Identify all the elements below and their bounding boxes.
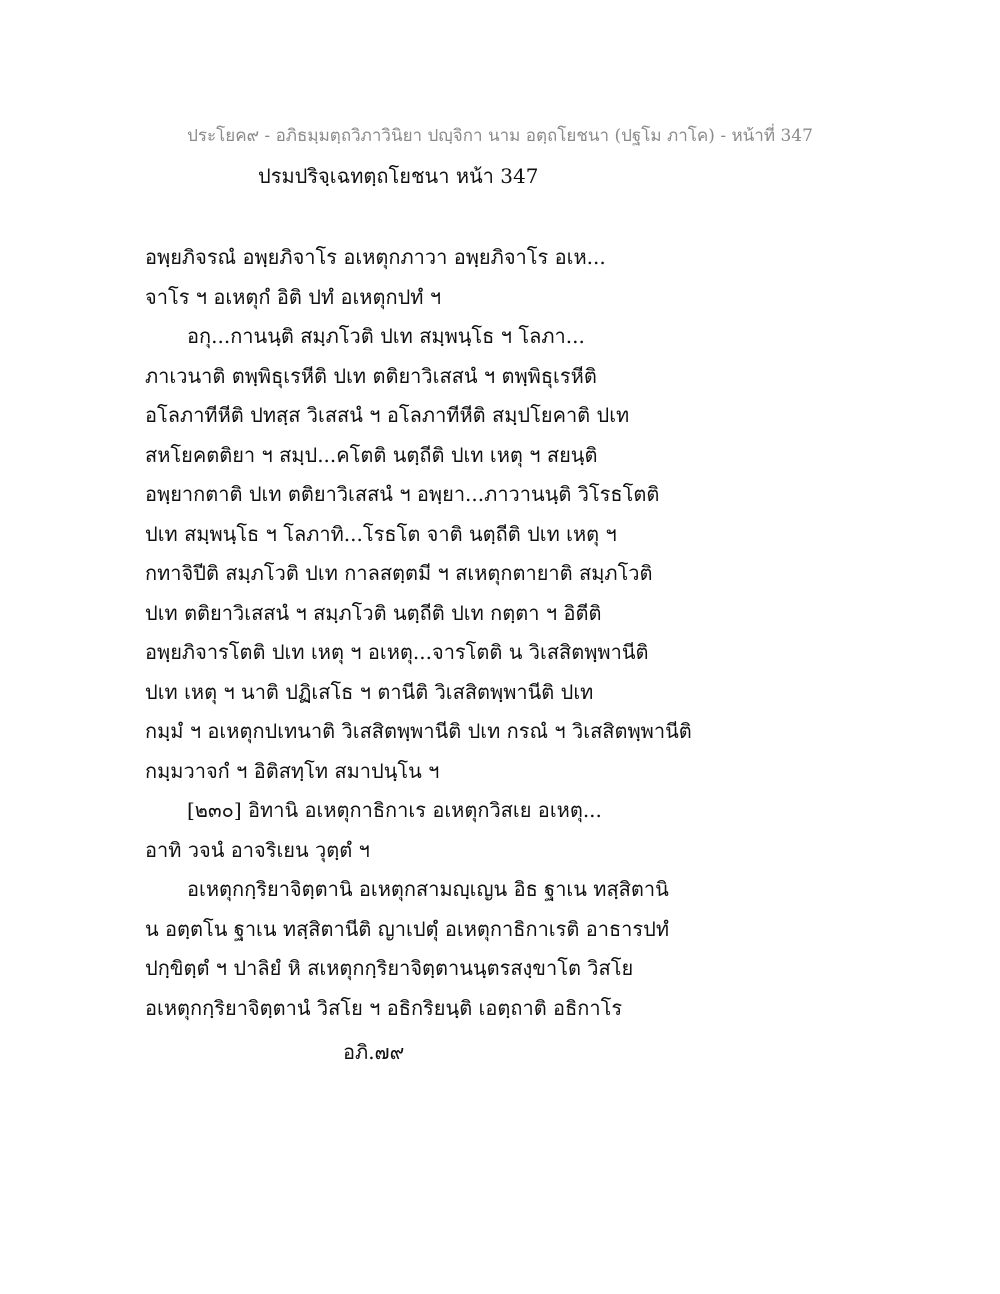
- text-line: กทาจิปีติ สมฺภโวติ ปเท กาลสตฺตมี ฯ สเหตุกตายาติ สมฺภโวติ: [145, 561, 653, 585]
- text-line: ปเท สมฺพนฺโธ ฯ โลภาทิ...โรธโต จาติ นตฺถีติ ปเท เหตุ ฯ: [145, 521, 617, 546]
- text-line: ปกฺขิตฺตํ ฯ ปาลิยํ หิ สเหตุกกฺริยาจิตฺตานนฺตรสงฺขาโต วิสโย: [145, 956, 634, 980]
- text-line: อพฺยากตาติ ปเท ตติยาวิเสสนํ ฯ อพฺยา...ภาวานนฺติ วิโรธโตติ: [145, 482, 660, 506]
- text-line: กมฺมํ ฯ อเหตุกปเทนาติ วิเสสิตพฺพานีติ ปเท กรณํ ฯ วิเสสิตพฺพานีติ: [145, 719, 692, 743]
- text-line: อเหตุกกฺริยาจิตฺตานํ วิสโย ฯ อธิกริยนฺติ เอตฺถาติ อธิกาโร: [145, 995, 623, 1020]
- text-line: อาทิ วจนํ อาจริเยน วุตฺตํ ฯ: [145, 837, 370, 862]
- text-line: ภาเวนาติ ตพฺพิธุเรหีติ ปเท ตติยาวิเสสนํ ฯ ตพฺพิธุเรหีติ: [145, 363, 597, 388]
- text-line: ปเท เหตุ ฯ นาติ ปฏิเสโธ ฯ ตานีติ วิเสสิตพฺพานีติ ปเท: [145, 679, 594, 704]
- page-title: ปรมปริจฺเฉทตฺถโยชนา หน้า 347: [258, 164, 539, 188]
- paragraph-start-line: อกุ...กานนฺติ สมฺภโวติ ปเท สมฺพนฺโธ ฯ โลภา...: [187, 324, 585, 348]
- text-line: ปเท ตติยาวิเสสนํ ฯ สมฺภโวติ นตฺถีติ ปเท กตฺตา ฯ อิตีติ: [145, 600, 602, 625]
- text-line: น อตฺตโน ฐาเน ทสฺสิตานีติ ญาเปตุํ อเหตุกาธิกาเรติ อาธารปทํ: [145, 916, 670, 941]
- text-line: อพฺยภิจารโตติ ปเท เหตุ ฯ อเหตุ...จารโตติ น วิเสสิตพฺพานีติ: [145, 640, 649, 664]
- page-marker: อภิ.๗๙: [343, 1040, 405, 1064]
- text-line: อโลภาทีหีติ ปทสฺส วิเสสนํ ฯ อโลภาทีหีติ สมฺปโยคาติ ปเท: [145, 403, 630, 427]
- text-line: จาโร ฯ อเหตุกํ อิติ ปทํ อเหตุกปทํ ฯ: [145, 284, 442, 309]
- text-line: กมฺมวาจกํ ฯ อิติสทฺโท สมาปนฺโน ฯ: [145, 758, 440, 783]
- text-line: อพฺยภิจรณํ อพฺยภิจาโร อเหตุกภาวา อพฺยภิจาโร อเห...: [145, 245, 606, 269]
- text-line: สหโยคตติยา ฯ สมฺป...คโตติ นตฺถีติ ปเท เหตุ ฯ สยนฺติ: [145, 442, 598, 467]
- body-text: [145, 238, 865, 1028]
- running-header: ประโยค๙ - อภิธมฺมตฺถวิภาวินิยา ปญฺจิกา นาม อตฺถโยชนา (ปฐโม ภาโค) - หน้าที่ 347: [187, 126, 813, 146]
- paragraph-start-line: อเหตุกกฺริยาจิตฺตานิ อเหตุกสามญฺเญน อิธ ฐาเน ทสฺสิตานิ: [187, 877, 669, 901]
- section-number-line: [๒๓๐] อิทานิ อเหตุกาธิกาเร อเหตุกวิสเย อเหตุ...: [187, 798, 602, 822]
